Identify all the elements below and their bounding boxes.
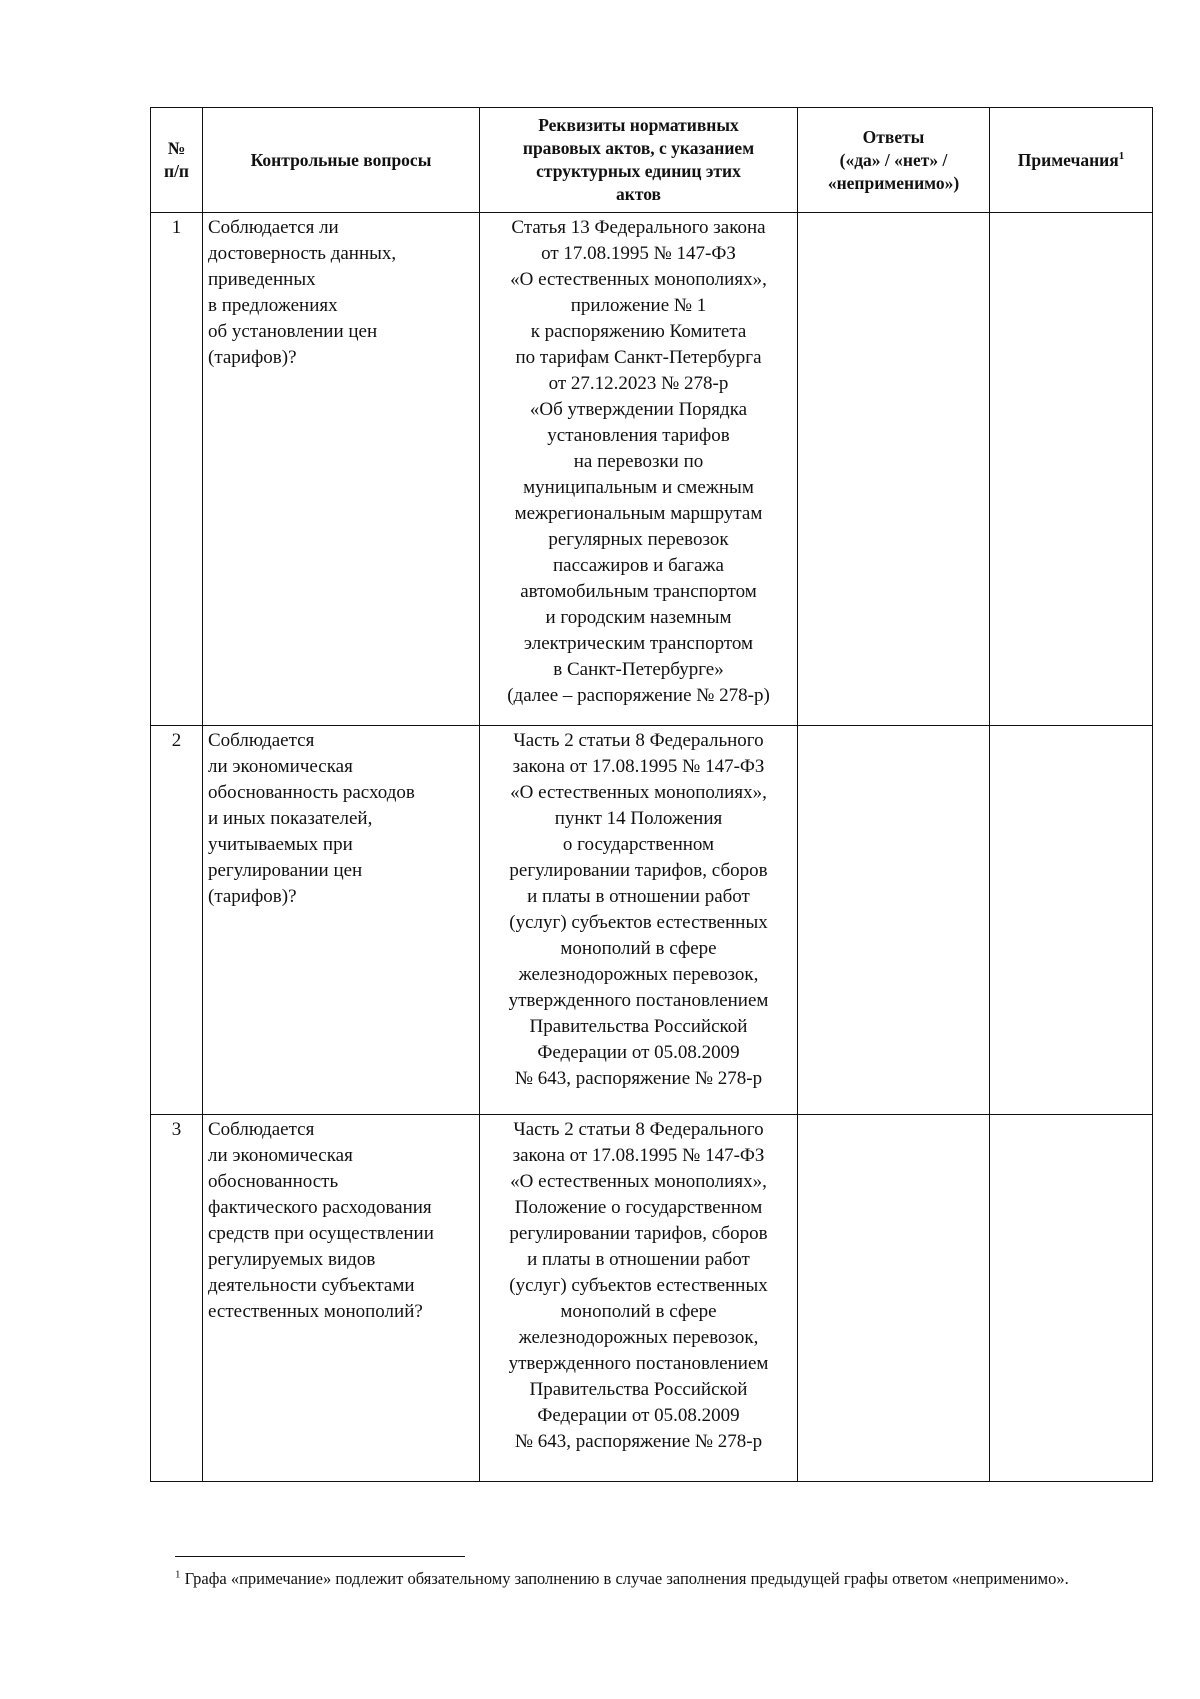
header-questions: Контрольные вопросы [203,108,480,213]
row-number: 2 [151,726,203,1115]
table-row [151,213,1153,726]
header-legal-references: Реквизиты нормативных правовых актов, с указанием структурных единиц этих актов [480,108,798,213]
header-notes-footnote-mark: 1 [1118,149,1125,162]
header-number: № п/п [151,108,203,213]
checklist-table [150,107,1153,1482]
footnote-mark: 1 [175,1568,181,1581]
row-answer-cell [798,1115,990,1482]
row-number: 3 [151,1115,203,1482]
row-notes-cell [990,726,1153,1115]
row-question: Соблюдается ли достоверность данных, приведенных в предложениях об установлении цен (тарифов)? [203,213,480,726]
table-header-row [151,108,1153,213]
table-row [151,726,1153,1115]
row-legal-reference: Часть 2 статьи 8 Федерального закона от 17.08.1995 № 147-ФЗ «О естественных монополиях», Положение о государственном регулировании тарифов, сборов и платы в отношении работ (услуг) субъектов естественных монополий в сфере железнодорожных перевозок, утвержденного постановлением Правительства Российской Федерации от 05.08.2009 № 643, распоряжение № 278-р [480,1115,798,1482]
footnote [175,1568,1135,1590]
row-legal-reference: Статья 13 Федерального закона от 17.08.1995 № 147-ФЗ «О естественных монополиях», приложение № 1 к распоряжению Комитета по тарифам Санкт-Петербурга от 27.12.2023 № 278-р «Об утверждении Порядка установления тарифов на перевозки по муниципальным и смежным межрегиональным маршрутам регулярных перевозок пассажиров и багажа автомобильным транспортом и городским наземным электрическим транспортом в Санкт-Петербурге» (далее – распоряжение № 278-р) [480,213,798,726]
row-answer-cell [798,726,990,1115]
footnote-text: Графа «примечание» подлежит обязательному заполнению в случае заполнения предыдущей графы ответом «неприменимо». [180,1569,1069,1588]
row-question: Соблюдается ли экономическая обоснованность расходов и иных показателей, учитываемых при регулировании цен (тарифов)? [203,726,480,1115]
row-answer-cell [798,213,990,726]
table-row [151,1115,1153,1482]
row-notes-cell [990,1115,1153,1482]
row-legal-reference: Часть 2 статьи 8 Федерального закона от 17.08.1995 № 147-ФЗ «О естественных монополиях», пункт 14 Положения о государственном регулировании тарифов, сборов и платы в отношении работ (услуг) субъектов естественных монополий в сфере железнодорожных перевозок, утвержденного постановлением Правительства Российской Федерации от 05.08.2009 № 643, распоряжение № 278-р [480,726,798,1115]
header-notes [990,108,1153,213]
header-notes-label: Примечания [1017,149,1119,170]
row-question: Соблюдается ли экономическая обоснованность фактического расходования средств при осуществлении регулируемых видов деятельности субъектами естественных монополий? [203,1115,480,1482]
row-number: 1 [151,213,203,726]
footnote-separator [175,1556,465,1557]
header-answers: Ответы («да» / «нет» / «неприменимо») [798,108,990,213]
row-notes-cell [990,213,1153,726]
